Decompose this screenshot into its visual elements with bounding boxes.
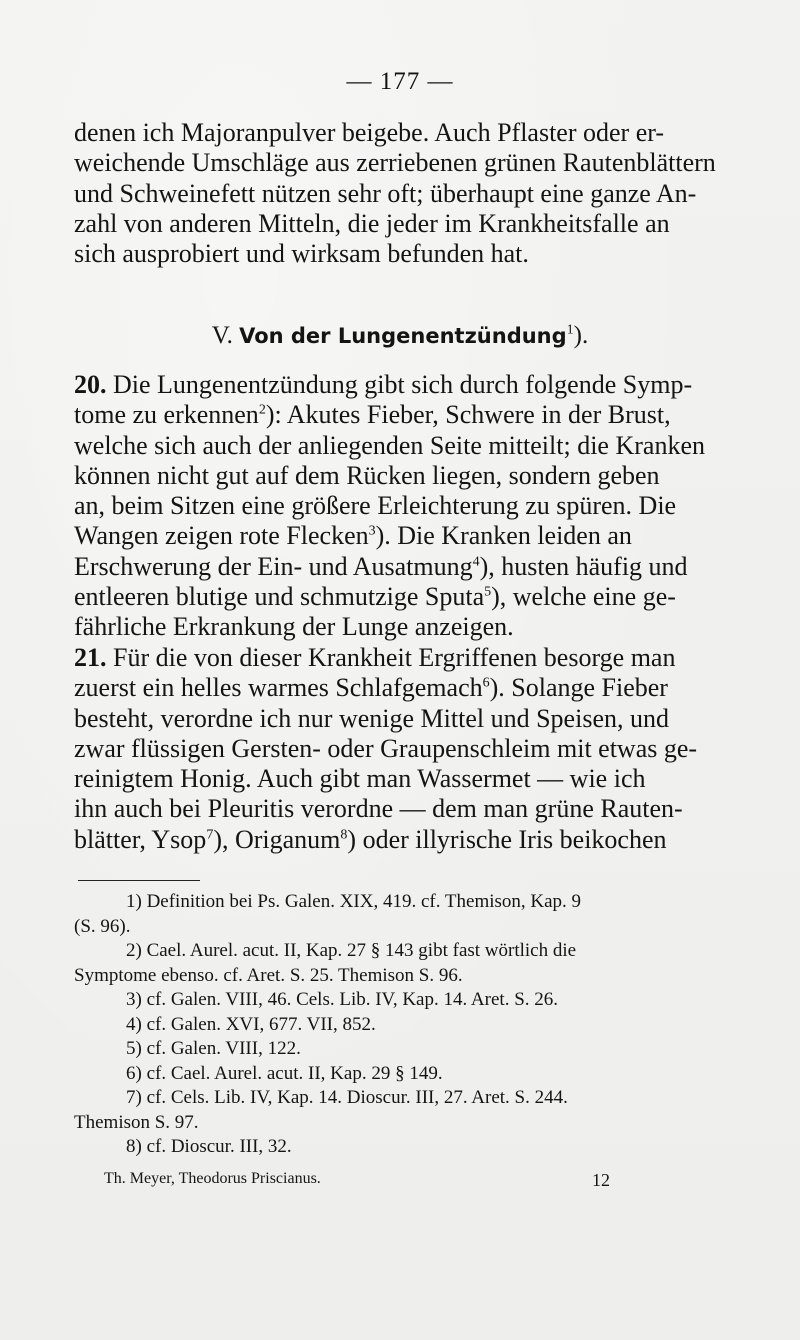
paragraph-number: 20. — [74, 370, 107, 399]
text-span — [74, 643, 675, 673]
section-heading — [0, 322, 800, 350]
text-span: fährliche Erkrankung der Lunge anzeigen. — [74, 612, 514, 642]
text-span: (S. 96). — [74, 915, 131, 937]
footnote-line — [74, 1135, 712, 1160]
text-line — [74, 209, 712, 239]
text-span: Für die von dieser Krankheit Ergriffenen besorge man — [113, 643, 676, 672]
text-line — [74, 643, 712, 673]
section-numeral: V. — [211, 322, 233, 349]
text-span: blätter, Ysop — [74, 824, 207, 854]
text-span: zahl von anderen Mitteln, die jeder im Krankheitsfalle an — [74, 208, 670, 238]
text-span: und Schweinefett nützen sehr oft; überhaupt eine ganze An- — [74, 178, 697, 208]
text-span: ). Die Kranken leiden an — [375, 521, 632, 551]
footnote-ref: 3 — [368, 523, 376, 539]
section-end: ). — [573, 322, 589, 349]
text-span: Themison S. 97. — [74, 1111, 199, 1133]
text-span: an, beim Sitzen eine größere Erleichterung zu spüren. Die — [74, 491, 677, 521]
signature-mark: 12 — [592, 1170, 610, 1190]
text-line — [74, 431, 712, 461]
footnote-ref: 7 — [206, 827, 214, 843]
text-span: 7) cf. Cels. Lib. IV, Kap. 14. Dioscur. III, 27. Aret. S. 244. — [126, 1087, 568, 1108]
footnote-ref: 6 — [482, 675, 490, 691]
text-line — [74, 704, 712, 734]
paragraph-20 — [74, 370, 712, 643]
footnote-ref: 8 — [340, 827, 348, 843]
text-line — [74, 179, 712, 209]
text-span: Wangen zeigen rote Flecken — [74, 521, 369, 551]
footer-author: Th. Meyer, Theodorus Priscianus. — [104, 1170, 321, 1187]
footnote-line — [74, 1111, 712, 1136]
text-span: Erschwerung der Ein- und Ausatmung — [74, 551, 473, 581]
page-number-header: — 177 — — [346, 68, 454, 95]
footnote-line — [74, 1037, 712, 1062]
text-line — [74, 673, 712, 703]
text-line — [74, 764, 712, 794]
footnotes — [74, 890, 712, 1160]
text-span: ) oder illyrische Iris beikochen — [347, 824, 667, 854]
text-line — [74, 582, 712, 612]
footnote-line — [74, 915, 712, 940]
text-span: 6) cf. Cael. Aurel. acut. II, Kap. 29 § 149. — [126, 1062, 443, 1084]
footnote-line — [74, 890, 712, 915]
text-span — [74, 582, 676, 612]
text-span: sich ausprobiert und wirksam befunden hat. — [74, 239, 529, 269]
text-span: können nicht gut auf dem Rücken liegen, sondern geben — [74, 460, 660, 490]
text-span: zuerst ein helles warmes Schlafgemach — [74, 673, 483, 703]
text-line — [74, 825, 712, 855]
page-footer — [104, 1170, 610, 1191]
text-span: ), welche eine ge- — [491, 582, 676, 612]
paragraph-number: 21. — [74, 643, 107, 672]
text-span: ). Solange Fieber — [489, 673, 668, 703]
text-span — [74, 521, 632, 551]
text-span: tome zu erkennen — [74, 400, 259, 430]
text-span — [74, 370, 692, 400]
text-line — [74, 239, 712, 269]
text-line — [74, 794, 712, 824]
text-span: Symptome ebenso. cf. Aret. S. 25. Themison S. 96. — [74, 964, 463, 986]
text-span: 1) Definition bei Ps. Galen. XIX, 419. cf. Themison, Kap. 9 — [126, 891, 582, 912]
text-line — [74, 491, 712, 521]
paragraph-intro — [74, 118, 716, 269]
text-span: ), Origanum — [213, 824, 341, 854]
text-span: 5) cf. Galen. VIII, 122. — [126, 1038, 301, 1059]
text-span — [74, 673, 668, 703]
text-span: 4) cf. Galen. XVI, 677. VII, 852. — [126, 1013, 376, 1035]
text-span: entleeren blutige und schmutzige Sputa — [74, 582, 485, 612]
footnote-ref: 2 — [258, 402, 266, 418]
text-span — [74, 552, 688, 582]
text-line — [74, 148, 716, 178]
text-line — [74, 118, 712, 148]
text-span: ihn auch bei Pleuritis verordne — dem man grüne Rauten- — [74, 794, 683, 824]
paragraph-21 — [74, 643, 712, 855]
text-span: welche sich auch der anliegenden Seite mitteilt; die Kranken — [74, 430, 705, 460]
text-line — [74, 370, 712, 400]
footnote-line — [74, 1062, 712, 1087]
text-span — [74, 825, 667, 855]
footnote-divider — [78, 880, 200, 881]
text-span: Die Lungenentzündung gibt sich durch folgende Symp- — [113, 370, 693, 399]
footnote-line — [74, 1086, 712, 1111]
text-span: besteht, verordne ich nur wenige Mittel und Speisen, und — [74, 703, 669, 733]
text-span: zwar flüssigen Gersten- oder Graupenschleim mit etwas ge- — [74, 733, 698, 763]
text-span: 8) cf. Dioscur. III, 32. — [126, 1136, 292, 1157]
footnote-line — [74, 964, 712, 989]
text-span — [74, 400, 671, 430]
text-line — [74, 461, 712, 491]
text-line — [74, 734, 712, 764]
section-title-text: Von der Lungenentzündung — [239, 324, 567, 348]
text-span: reinigtem Honig. Auch gibt man Wassermet — wie ich — [74, 764, 646, 794]
text-line — [74, 400, 712, 430]
footnote-line — [74, 1013, 712, 1038]
text-span: 2) Cael. Aurel. acut. II, Kap. 27 § 143 gibt fast wörtlich die — [126, 940, 577, 961]
text-line — [74, 521, 712, 551]
footnote-ref: 5 — [484, 584, 492, 600]
text-span: weichende Umschläge aus zerriebenen grünen Rautenblättern — [74, 148, 716, 178]
text-span: ), husten häufig und — [479, 551, 688, 581]
footnote-line — [74, 939, 712, 964]
footnote-ref: 1 — [566, 322, 574, 338]
text-span: ): Akutes Fieber, Schwere in der Brust, — [265, 400, 671, 430]
footnote-ref: 4 — [472, 554, 480, 570]
text-line — [74, 552, 712, 582]
footnote-line — [74, 988, 712, 1013]
text-line — [74, 612, 712, 642]
text-span: denen ich Majoranpulver beigebe. Auch Pflaster oder er- — [74, 118, 665, 147]
text-span: 3) cf. Galen. VIII, 46. Cels. Lib. IV, Kap. 14. Aret. S. 26. — [126, 989, 559, 1010]
